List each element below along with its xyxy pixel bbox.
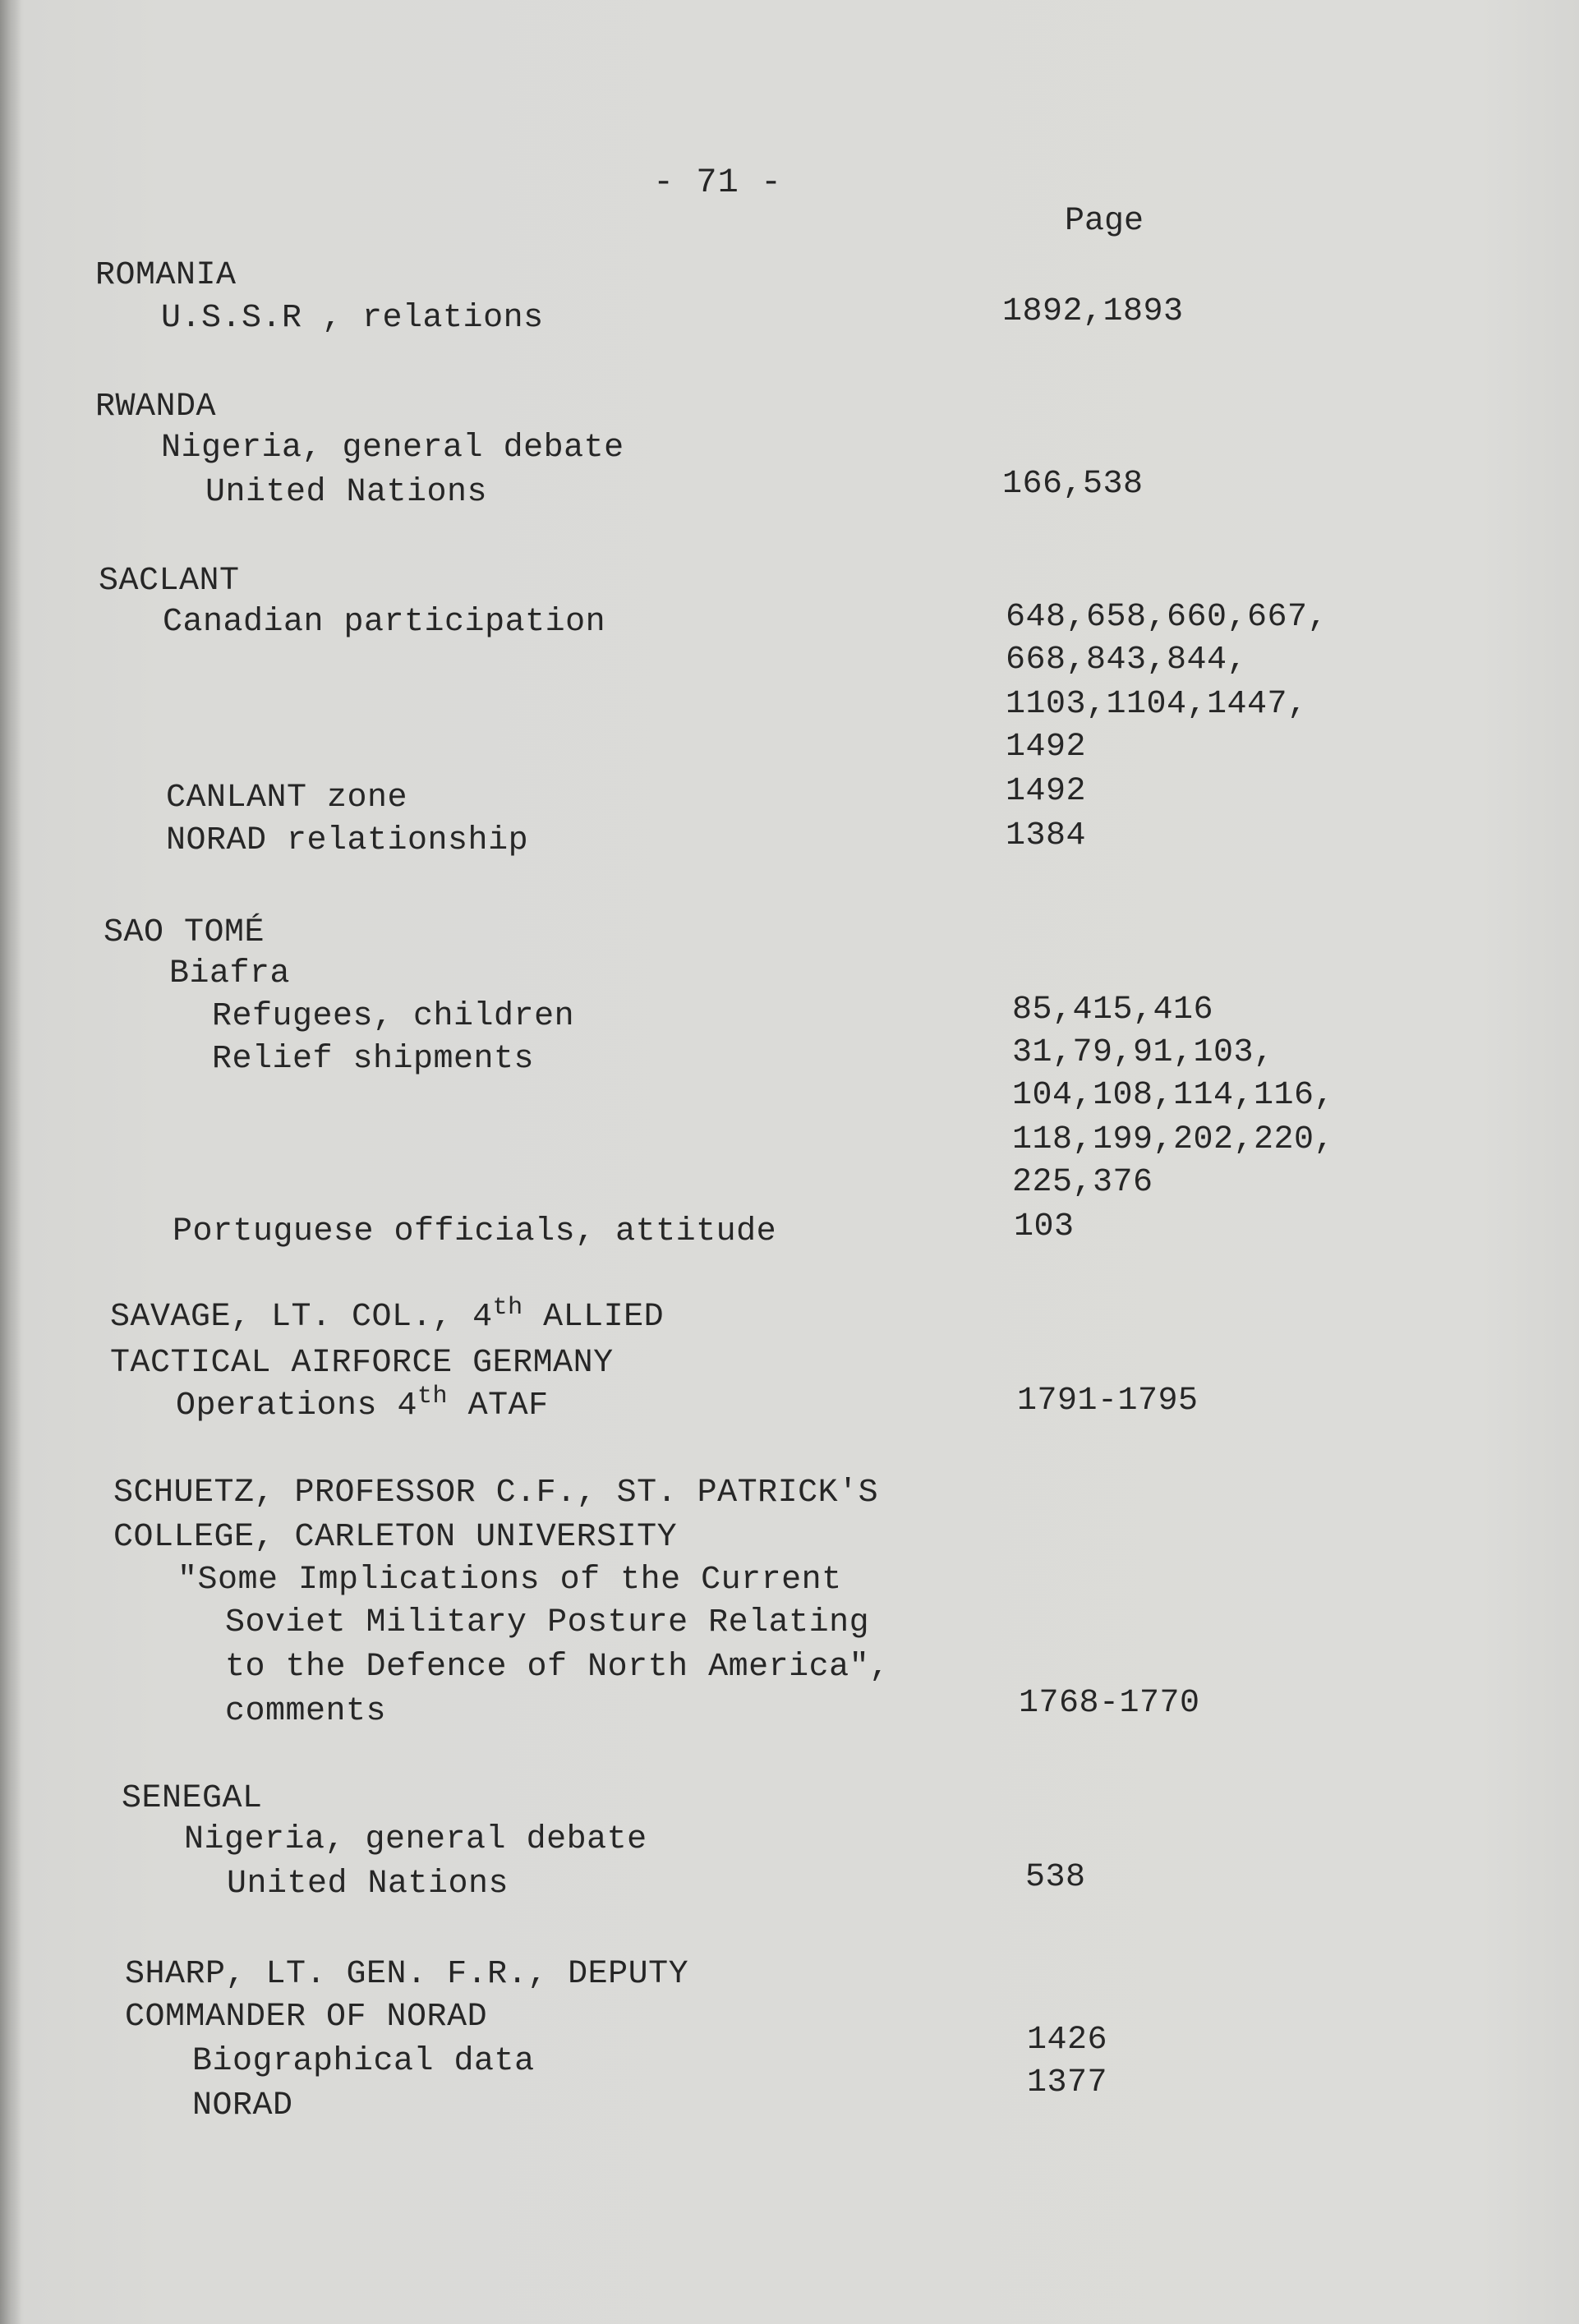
entry-subheading: Biafra	[169, 955, 291, 992]
entry-pages: 538	[1025, 1859, 1086, 1896]
entry-subheading: to the Defence of North America",	[225, 1649, 890, 1686]
entry-heading: SENEGAL	[122, 1780, 263, 1817]
entry-pages: 1492	[1006, 729, 1087, 766]
entry-pages: 1426	[1027, 2022, 1108, 2059]
entry-subheading: Biographical data	[192, 2043, 535, 2080]
entry-pages: 225,376	[1012, 1164, 1153, 1201]
entry-heading: SAO TOMÉ	[104, 914, 265, 951]
entry-heading: SHARP, LT. GEN. F.R., DEPUTY	[125, 1956, 689, 1993]
entry-subheading: CANLANT zone	[166, 780, 408, 817]
entry-pages: 1377	[1027, 2064, 1108, 2101]
entry-subheading: Portuguese officials, attitude	[173, 1213, 777, 1250]
entry-pages: 85,415,416	[1012, 992, 1214, 1029]
entry-heading: TACTICAL AIRFORCE GERMANY	[110, 1345, 614, 1382]
entry-subheading: NORAD relationship	[166, 822, 529, 859]
binding-shadow	[0, 0, 21, 2324]
page-column-header: Page	[1065, 203, 1144, 240]
entry-heading: SCHUETZ, PROFESSOR C.F., ST. PATRICK'S	[113, 1475, 879, 1512]
entry-subheading: United Nations	[205, 474, 488, 511]
entry-pages: 1791-1795	[1017, 1383, 1199, 1420]
entry-pages: 1492	[1006, 773, 1087, 810]
entry-heading: COLLEGE, CARLETON UNIVERSITY	[113, 1519, 678, 1556]
page-number: - 71 -	[653, 163, 783, 202]
entry-subheading: Refugees, children	[212, 998, 575, 1035]
entry-subheading: Nigeria, general debate	[161, 430, 624, 467]
entry-subheading: United Nations	[227, 1866, 509, 1903]
entry-heading: COMMANDER OF NORAD	[125, 1999, 488, 2036]
entry-heading: SACLANT	[99, 563, 240, 600]
entry-subheading: Canadian participation	[163, 604, 606, 641]
entry-pages: 1892,1893	[1002, 293, 1184, 330]
entry-subheading: NORAD	[192, 2087, 293, 2124]
entry-pages: 118,199,202,220,	[1012, 1121, 1335, 1158]
entry-pages: 104,108,114,116,	[1012, 1077, 1335, 1114]
entry-pages: 1768-1770	[1019, 1685, 1200, 1722]
entry-subheading: Soviet Military Posture Relating	[225, 1604, 870, 1641]
entry-pages: 1384	[1006, 817, 1087, 854]
entry-pages: 1103,1104,1447,	[1006, 686, 1308, 723]
entry-pages: 103	[1014, 1208, 1075, 1245]
entry-subheading: Relief shipments	[212, 1041, 535, 1078]
entry-pages: 31,79,91,103,	[1012, 1034, 1274, 1071]
entry-pages: 648,658,660,667,	[1006, 599, 1328, 636]
entry-heading: SAVAGE, LT. COL., 4th ALLIED	[110, 1294, 665, 1336]
entry-pages: 668,843,844,	[1006, 642, 1248, 679]
entry-subheading: Nigeria, general debate	[184, 1821, 647, 1858]
entry-subheading: comments	[225, 1693, 387, 1730]
entry-pages: 166,538	[1002, 466, 1144, 503]
entry-subheading: U.S.S.R , relations	[161, 300, 544, 337]
entry-subheading: Operations 4th ATAF	[176, 1383, 549, 1424]
entry-subheading: "Some Implications of the Current	[177, 1562, 842, 1599]
entry-heading: RWANDA	[95, 389, 217, 426]
entry-heading: ROMANIA	[95, 257, 237, 294]
